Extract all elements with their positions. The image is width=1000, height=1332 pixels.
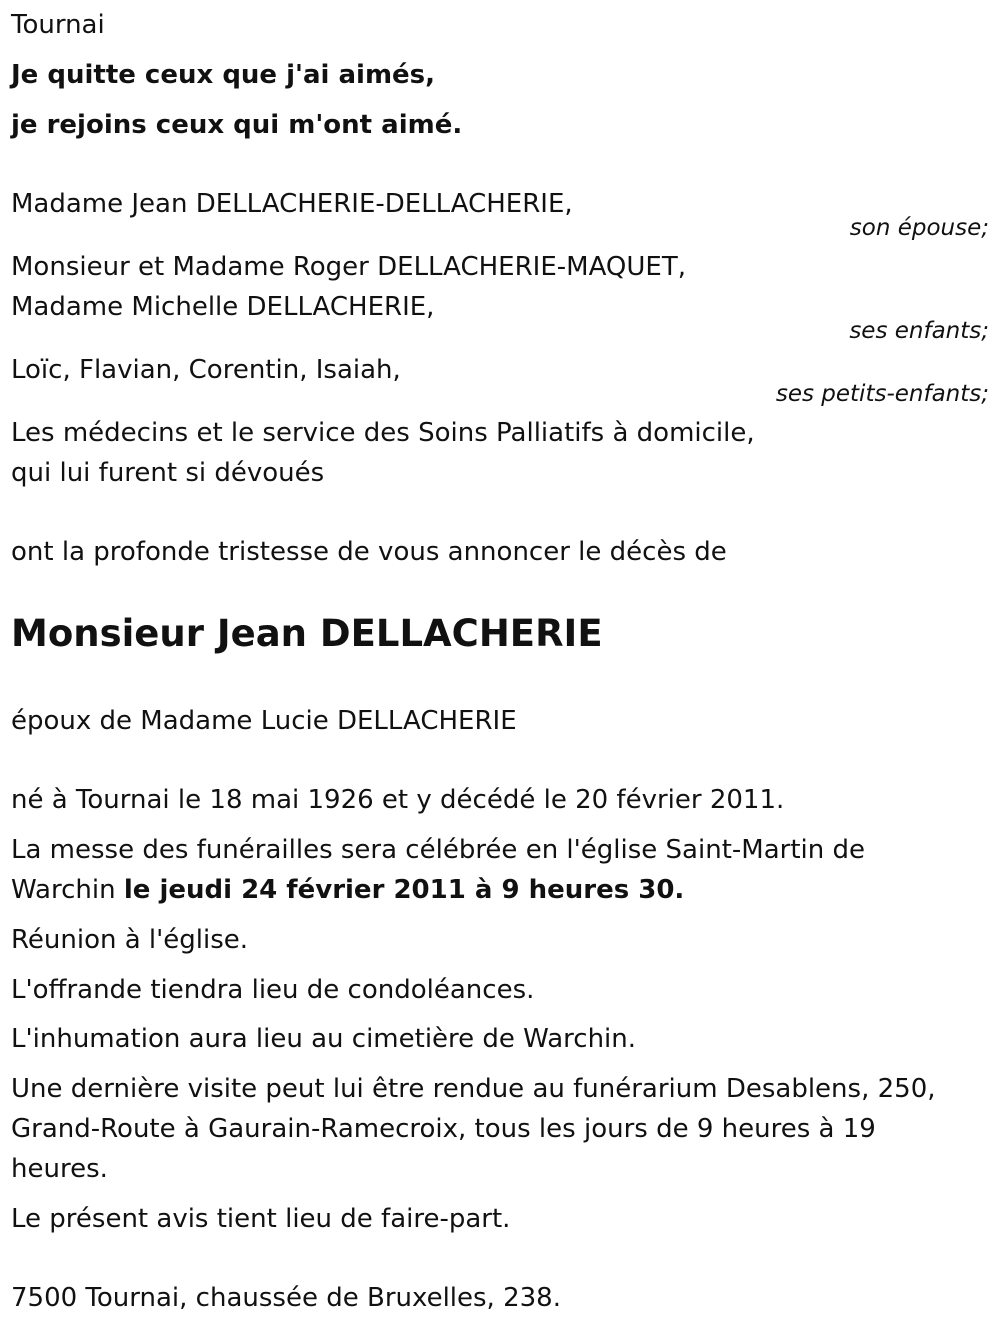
reunion-text: Réunion à l'église. <box>11 925 249 955</box>
mass-location: Warchin <box>11 875 116 905</box>
grandchildren-names: Loïc, Flavian, Corentin, Isaiah, <box>11 355 401 385</box>
mass-line-1: La messe des funérailles sera célébrée en l'église Saint-Martin de <box>11 835 865 865</box>
city-header: Tournai <box>11 10 105 40</box>
deceased-name: Monsieur Jean DELLACHERIE <box>11 612 603 655</box>
visit-line-2: Grand-Route à Gaurain-Ramecroix, tous les jours de 9 heures à 19 <box>11 1114 876 1144</box>
birth-death: né à Tournai le 18 mai 1926 et y décédé le 20 février 2011. <box>11 785 785 815</box>
offrande-text: L'offrande tiendra lieu de condoléances. <box>11 975 535 1005</box>
children-line-1: Monsieur et Madame Roger DELLACHERIE-MAQUET, <box>11 252 686 282</box>
mass-line-2 <box>11 870 684 910</box>
visit-line-1: Une dernière visite peut lui être rendue au funérarium Desablens, 250, <box>11 1074 936 1104</box>
quote-line-1: Je quitte ceux que j'ai aimés, <box>11 60 436 90</box>
spouse-role: son épouse; <box>849 215 989 241</box>
mass-date-time: le jeudi 24 février 2011 à 9 heures 30. <box>123 875 685 905</box>
address-text: 7500 Tournai, chaussée de Bruxelles, 238. <box>11 1283 561 1313</box>
announcement-text: ont la profonde tristesse de vous annoncer le décès de <box>11 537 727 567</box>
visit-line-3: heures. <box>11 1154 108 1184</box>
quote-line-2: je rejoins ceux qui m'ont aimé. <box>11 110 463 140</box>
children-role: ses enfants; <box>849 318 989 344</box>
faire-part-text: Le présent avis tient lieu de faire-part. <box>11 1204 511 1234</box>
spouse-name: Madame Jean DELLACHERIE-DELLACHERIE, <box>11 189 573 219</box>
children-line-2: Madame Michelle DELLACHERIE, <box>11 292 435 322</box>
spouse-of: époux de Madame Lucie DELLACHERIE <box>11 706 517 736</box>
doctors-line-1: Les médecins et le service des Soins Palliatifs à domicile, <box>11 418 755 448</box>
inhumation-text: L'inhumation aura lieu au cimetière de Warchin. <box>11 1024 637 1054</box>
doctors-line-2: qui lui furent si dévoués <box>11 458 325 488</box>
grandchildren-role: ses petits-enfants; <box>775 381 989 407</box>
